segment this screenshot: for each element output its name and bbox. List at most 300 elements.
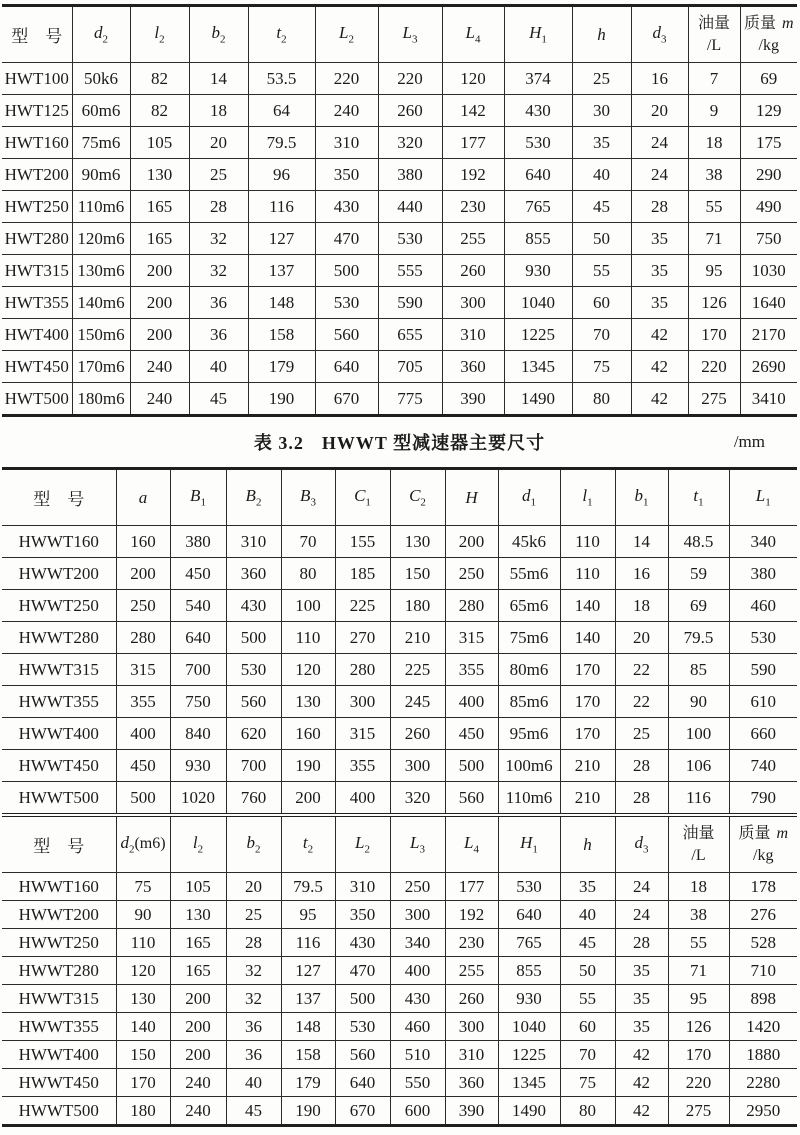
value-cell: 620 (226, 718, 281, 750)
table-row (2, 287, 797, 319)
value-cell: 500 (445, 750, 498, 782)
value-cell: 260 (378, 95, 442, 127)
table-row (2, 95, 797, 127)
value-cell: 2950 (729, 1097, 797, 1126)
value-cell: 185 (335, 558, 390, 590)
value-cell: 45 (572, 191, 631, 223)
value-cell: 140 (116, 1013, 170, 1041)
column-header: $L_3$ (390, 815, 445, 873)
value-cell: 590 (729, 654, 797, 686)
value-cell: 150 (116, 1041, 170, 1069)
value-cell: 430 (335, 929, 390, 957)
model-cell: HWT250 (2, 191, 72, 223)
value-cell: 69 (740, 63, 797, 95)
value-cell: 280 (335, 654, 390, 686)
column-header: $d_1$ (498, 469, 560, 526)
column-header: $L_3$ (378, 6, 442, 63)
value-cell: 200 (170, 1041, 226, 1069)
value-cell: 28 (226, 929, 281, 957)
value-cell: 500 (116, 782, 170, 816)
value-cell: 765 (504, 191, 572, 223)
value-cell: 75 (572, 351, 631, 383)
table-row (2, 319, 797, 351)
value-cell: 16 (631, 63, 688, 95)
value-cell: 240 (170, 1097, 226, 1126)
value-cell: 200 (281, 782, 335, 816)
value-cell: 640 (170, 622, 226, 654)
column-header: $B_2$ (226, 469, 281, 526)
value-cell: 560 (226, 686, 281, 718)
table-row (2, 1097, 797, 1126)
table-number: 表 3.2 (253, 433, 304, 453)
value-cell: 179 (281, 1069, 335, 1097)
table-row (2, 957, 797, 985)
value-cell: 55 (688, 191, 740, 223)
model-cell: HWT160 (2, 127, 72, 159)
value-cell: 85m6 (498, 686, 560, 718)
value-cell: 390 (445, 1097, 498, 1126)
value-cell: 528 (729, 929, 797, 957)
value-cell: 140 (560, 622, 615, 654)
value-cell: 55 (560, 985, 615, 1013)
value-cell: 130 (130, 159, 189, 191)
value-cell: 1880 (729, 1041, 797, 1069)
column-header: $d_3$ (615, 815, 668, 873)
value-cell: 1640 (740, 287, 797, 319)
value-cell: 148 (281, 1013, 335, 1041)
value-cell: 110 (281, 622, 335, 654)
value-cell: 35 (631, 223, 688, 255)
column-header: $L_1$ (729, 469, 797, 526)
value-cell: 500 (226, 622, 281, 654)
value-cell: 120m6 (72, 223, 130, 255)
column-header: $d_2$ (72, 6, 130, 63)
value-cell: 230 (442, 191, 504, 223)
column-header: $d_2(m6)$ (116, 815, 170, 873)
value-cell: 230 (445, 929, 498, 957)
value-cell: 20 (631, 95, 688, 127)
column-header: $l_2$ (130, 6, 189, 63)
value-cell: 775 (378, 383, 442, 416)
value-cell: 430 (390, 985, 445, 1013)
value-cell: 28 (631, 191, 688, 223)
value-cell: 1030 (740, 255, 797, 287)
column-header: $H_1$ (498, 815, 560, 873)
column-header: $L_2$ (335, 815, 390, 873)
value-cell: 750 (740, 223, 797, 255)
value-cell: 200 (445, 526, 498, 558)
value-cell: 240 (170, 1069, 226, 1097)
value-cell: 790 (729, 782, 797, 816)
value-cell: 40 (560, 901, 615, 929)
model-cell: HWWT200 (2, 558, 116, 590)
value-cell: 400 (116, 718, 170, 750)
value-cell: 700 (226, 750, 281, 782)
value-cell: 25 (615, 718, 668, 750)
table-row (2, 929, 797, 957)
value-cell: 3410 (740, 383, 797, 416)
value-cell: 90 (116, 901, 170, 929)
value-cell: 400 (335, 782, 390, 816)
value-cell: 85 (668, 654, 729, 686)
value-cell: 130m6 (72, 255, 130, 287)
value-cell: 127 (281, 957, 335, 985)
value-cell: 24 (615, 901, 668, 929)
value-cell: 137 (281, 985, 335, 1013)
value-cell: 490 (740, 191, 797, 223)
value-cell: 25 (572, 63, 631, 95)
value-cell: 175 (740, 127, 797, 159)
value-cell: 40 (226, 1069, 281, 1097)
unit-label: /mm (733, 432, 765, 451)
value-cell: 670 (335, 1097, 390, 1126)
value-cell: 55 (572, 255, 631, 287)
value-cell: 32 (226, 957, 281, 985)
value-cell: 180m6 (72, 383, 130, 416)
value-cell: 100 (668, 718, 729, 750)
value-cell: 260 (390, 718, 445, 750)
value-cell: 18 (688, 127, 740, 159)
table-row (2, 901, 797, 929)
value-cell: 90 (668, 686, 729, 718)
value-cell: 710 (729, 957, 797, 985)
value-cell: 22 (615, 654, 668, 686)
value-cell: 240 (130, 383, 189, 416)
model-cell: HWWT500 (2, 782, 116, 816)
value-cell: 310 (315, 127, 378, 159)
value-cell: 220 (668, 1069, 729, 1097)
value-cell: 116 (248, 191, 315, 223)
column-header: $L_4$ (442, 6, 504, 63)
value-cell: 1490 (504, 383, 572, 416)
value-cell: 1020 (170, 782, 226, 816)
value-cell: 430 (315, 191, 378, 223)
value-cell: 380 (170, 526, 226, 558)
value-cell: 655 (378, 319, 442, 351)
value-cell: 55m6 (498, 558, 560, 590)
value-cell: 59 (668, 558, 729, 590)
value-cell: 40 (572, 159, 631, 191)
value-cell: 750 (170, 686, 226, 718)
model-cell: HWWT355 (2, 1013, 116, 1041)
table-row (2, 383, 797, 416)
value-cell: 855 (504, 223, 572, 255)
value-cell: 64 (248, 95, 315, 127)
value-cell: 160 (116, 526, 170, 558)
column-header: $C_1$ (335, 469, 390, 526)
value-cell: 110 (560, 558, 615, 590)
value-cell: 340 (390, 929, 445, 957)
value-cell: 116 (281, 929, 335, 957)
value-cell: 18 (189, 95, 248, 127)
hwt-dimension-table (2, 4, 797, 417)
value-cell: 930 (170, 750, 226, 782)
table-row (2, 718, 797, 750)
model-cell: HWT315 (2, 255, 72, 287)
value-cell: 150 (390, 558, 445, 590)
value-cell: 280 (116, 622, 170, 654)
value-cell: 210 (560, 782, 615, 816)
value-cell: 640 (335, 1069, 390, 1097)
value-cell: 45 (560, 929, 615, 957)
value-cell: 165 (130, 223, 189, 255)
value-cell: 180 (116, 1097, 170, 1126)
value-cell: 170m6 (72, 351, 130, 383)
column-header: $L_2$ (315, 6, 378, 63)
value-cell: 290 (740, 159, 797, 191)
value-cell: 374 (504, 63, 572, 95)
value-cell: 28 (615, 929, 668, 957)
value-cell: 130 (116, 985, 170, 1013)
value-cell: 192 (442, 159, 504, 191)
value-cell: 640 (498, 901, 560, 929)
value-cell: 300 (445, 1013, 498, 1041)
value-cell: 1225 (498, 1041, 560, 1069)
value-cell: 158 (248, 319, 315, 351)
value-cell: 460 (390, 1013, 445, 1041)
column-header: 型 号 (2, 815, 116, 873)
value-cell: 275 (688, 383, 740, 416)
value-cell: 360 (226, 558, 281, 590)
value-cell: 530 (504, 127, 572, 159)
value-cell: 71 (668, 957, 729, 985)
model-cell: HWWT160 (2, 873, 116, 901)
value-cell: 275 (668, 1097, 729, 1126)
value-cell: 2170 (740, 319, 797, 351)
value-cell: 560 (315, 319, 378, 351)
value-cell: 250 (116, 590, 170, 622)
value-cell: 310 (442, 319, 504, 351)
value-cell: 79.5 (248, 127, 315, 159)
value-cell: 530 (226, 654, 281, 686)
value-cell: 20 (226, 873, 281, 901)
value-cell: 60m6 (72, 95, 130, 127)
value-cell: 130 (170, 901, 226, 929)
table-row (2, 782, 797, 816)
value-cell: 470 (315, 223, 378, 255)
value-cell: 28 (189, 191, 248, 223)
value-cell: 155 (335, 526, 390, 558)
column-header: $C_2$ (390, 469, 445, 526)
value-cell: 400 (390, 957, 445, 985)
value-cell: 700 (170, 654, 226, 686)
value-cell: 190 (281, 750, 335, 782)
value-cell: 270 (335, 622, 390, 654)
table-caption (2, 417, 797, 467)
value-cell: 148 (248, 287, 315, 319)
table-row (2, 159, 797, 191)
value-cell: 165 (130, 191, 189, 223)
value-cell: 75m6 (72, 127, 130, 159)
value-cell: 220 (688, 351, 740, 383)
value-cell: 170 (688, 319, 740, 351)
value-cell: 79.5 (668, 622, 729, 654)
value-cell: 210 (390, 622, 445, 654)
value-cell: 440 (378, 191, 442, 223)
value-cell: 100 (281, 590, 335, 622)
value-cell: 765 (498, 929, 560, 957)
value-cell: 280 (445, 590, 498, 622)
value-cell: 95 (281, 901, 335, 929)
model-cell: HWT200 (2, 159, 72, 191)
value-cell: 610 (729, 686, 797, 718)
column-header: $l_2$ (170, 815, 226, 873)
value-cell: 250 (390, 873, 445, 901)
model-cell: HWWT315 (2, 654, 116, 686)
value-cell: 150m6 (72, 319, 130, 351)
column-header: $t_2$ (248, 6, 315, 63)
value-cell: 69 (668, 590, 729, 622)
value-cell: 60 (560, 1013, 615, 1041)
value-cell: 25 (189, 159, 248, 191)
column-header: 油量 /L (668, 815, 729, 873)
value-cell: 20 (615, 622, 668, 654)
header-row (2, 469, 797, 526)
column-header: $b_1$ (615, 469, 668, 526)
value-cell: 110m6 (72, 191, 130, 223)
model-cell: HWT450 (2, 351, 72, 383)
value-cell: 110 (560, 526, 615, 558)
value-cell: 340 (729, 526, 797, 558)
value-cell: 28 (615, 782, 668, 816)
value-cell: 450 (170, 558, 226, 590)
value-cell: 530 (729, 622, 797, 654)
header-row (2, 815, 797, 873)
value-cell: 179 (248, 351, 315, 383)
value-cell: 300 (390, 750, 445, 782)
value-cell: 760 (226, 782, 281, 816)
value-cell: 310 (335, 873, 390, 901)
value-cell: 24 (631, 127, 688, 159)
column-header: $t_2$ (281, 815, 335, 873)
value-cell: 130 (390, 526, 445, 558)
value-cell: 530 (315, 287, 378, 319)
value-cell: 240 (315, 95, 378, 127)
value-cell: 50 (572, 223, 631, 255)
value-cell: 70 (281, 526, 335, 558)
table-row (2, 654, 797, 686)
value-cell: 142 (442, 95, 504, 127)
model-cell: HWWT450 (2, 1069, 116, 1097)
value-cell: 16 (615, 558, 668, 590)
column-header: $t_1$ (668, 469, 729, 526)
value-cell: 127 (248, 223, 315, 255)
value-cell: 160 (281, 718, 335, 750)
model-cell: HWWT200 (2, 901, 116, 929)
value-cell: 450 (116, 750, 170, 782)
value-cell: 42 (615, 1041, 668, 1069)
value-cell: 320 (378, 127, 442, 159)
value-cell: 53.5 (248, 63, 315, 95)
value-cell: 35 (572, 127, 631, 159)
model-cell: HWWT280 (2, 622, 116, 654)
model-cell: HWT355 (2, 287, 72, 319)
value-cell: 80 (572, 383, 631, 416)
value-cell: 430 (504, 95, 572, 127)
value-cell: 130 (281, 686, 335, 718)
value-cell: 82 (130, 95, 189, 127)
value-cell: 24 (631, 159, 688, 191)
value-cell: 225 (390, 654, 445, 686)
value-cell: 158 (281, 1041, 335, 1069)
value-cell: 75m6 (498, 622, 560, 654)
value-cell: 80m6 (498, 654, 560, 686)
value-cell: 126 (688, 287, 740, 319)
value-cell: 192 (445, 901, 498, 929)
column-header: 型 号 (2, 469, 116, 526)
value-cell: 100m6 (498, 750, 560, 782)
value-cell: 120 (442, 63, 504, 95)
value-cell: 42 (615, 1069, 668, 1097)
value-cell: 500 (315, 255, 378, 287)
value-cell: 35 (631, 287, 688, 319)
value-cell: 190 (248, 383, 315, 416)
value-cell: 240 (130, 351, 189, 383)
value-cell: 7 (688, 63, 740, 95)
value-cell: 14 (615, 526, 668, 558)
table-row (2, 127, 797, 159)
model-cell: HWT280 (2, 223, 72, 255)
value-cell: 300 (442, 287, 504, 319)
value-cell: 2280 (729, 1069, 797, 1097)
value-cell: 80 (560, 1097, 615, 1126)
value-cell: 82 (130, 63, 189, 95)
value-cell: 38 (688, 159, 740, 191)
column-header: $b_2$ (226, 815, 281, 873)
value-cell: 90m6 (72, 159, 130, 191)
value-cell: 1345 (498, 1069, 560, 1097)
column-header: h (572, 6, 631, 63)
model-cell: HWWT315 (2, 985, 116, 1013)
value-cell: 170 (560, 686, 615, 718)
value-cell: 36 (226, 1013, 281, 1041)
table-row (2, 351, 797, 383)
value-cell: 320 (390, 782, 445, 816)
value-cell: 315 (116, 654, 170, 686)
value-cell: 600 (390, 1097, 445, 1126)
value-cell: 48.5 (668, 526, 729, 558)
table-row (2, 750, 797, 782)
value-cell: 220 (378, 63, 442, 95)
value-cell: 400 (445, 686, 498, 718)
value-cell: 120 (116, 957, 170, 985)
value-cell: 32 (189, 255, 248, 287)
value-cell: 530 (335, 1013, 390, 1041)
value-cell: 260 (442, 255, 504, 287)
value-cell: 355 (335, 750, 390, 782)
value-cell: 855 (498, 957, 560, 985)
value-cell: 18 (668, 873, 729, 901)
value-cell: 840 (170, 718, 226, 750)
value-cell: 28 (615, 750, 668, 782)
value-cell: 24 (615, 873, 668, 901)
model-cell: HWWT160 (2, 526, 116, 558)
value-cell: 1345 (504, 351, 572, 383)
column-header: a (116, 469, 170, 526)
value-cell: 42 (631, 319, 688, 351)
value-cell: 550 (390, 1069, 445, 1097)
value-cell: 380 (378, 159, 442, 191)
header-row (2, 6, 797, 63)
value-cell: 75 (560, 1069, 615, 1097)
value-cell: 96 (248, 159, 315, 191)
value-cell: 116 (668, 782, 729, 816)
value-cell: 560 (445, 782, 498, 816)
value-cell: 255 (445, 957, 498, 985)
value-cell: 1040 (498, 1013, 560, 1041)
value-cell: 170 (560, 654, 615, 686)
value-cell: 177 (445, 873, 498, 901)
